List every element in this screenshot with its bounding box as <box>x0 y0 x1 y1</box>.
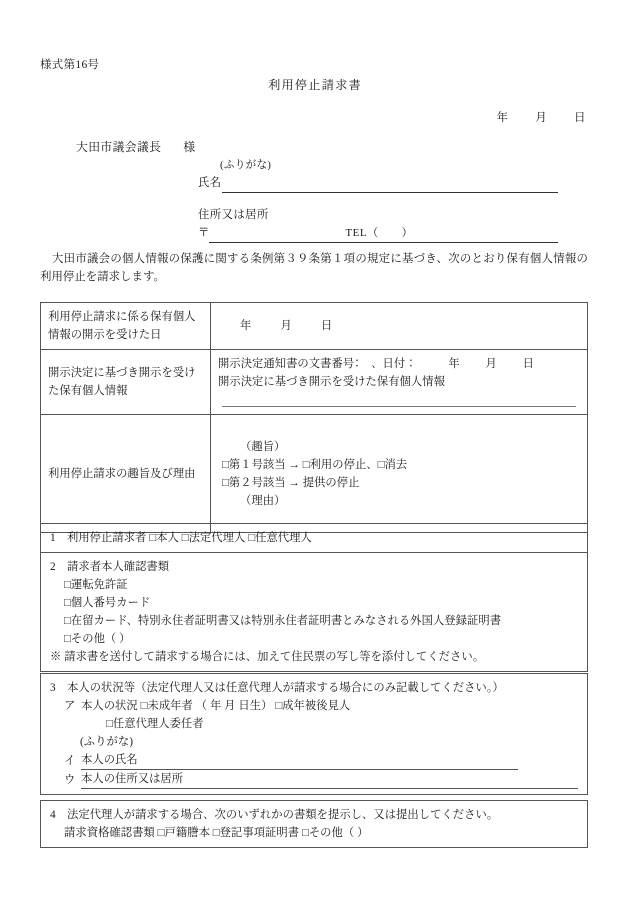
item-1-text[interactable]: 利用停止請求者 □本人 □法定代理人 □任意代理人 <box>67 532 312 544</box>
section-3-furigana-label: (ふりがな) <box>80 736 134 749</box>
section-4-title-line <box>50 806 578 824</box>
section-3-title: 本人の状況等（法定代理人又は任意代理人が請求する場合にのみ記載してください。） <box>67 682 504 694</box>
checkbox-other-document[interactable]: □その他（ ） <box>64 633 131 646</box>
item-1-cell[interactable] <box>41 524 588 553</box>
furigana-label: (ふりがな) <box>220 160 272 171</box>
disclosed-personal-info-line: 開示決定に基づき開示を受けた保有個人情報 <box>218 376 445 389</box>
item-a-label[interactable]: 本人の状況 □未成年者 （ 年 月 日生） □成年被後見人 <box>81 700 351 713</box>
section-3-title-line <box>50 679 578 697</box>
postal-input-rule[interactable] <box>209 229 339 243</box>
date-year-label: 年 <box>496 112 509 124</box>
item-b-marker: イ <box>64 755 76 768</box>
addressee-honorific: 様 <box>183 140 196 154</box>
checkbox-item-1[interactable]: □第１号該当 → □利用の停止、□消去 <box>222 458 408 471</box>
disclosed-info-input-rule[interactable] <box>222 405 576 407</box>
requester-verification-table <box>40 523 588 672</box>
principal-status-table <box>40 673 588 795</box>
body-paragraph: 大田市議会の個人情報の保護に関する条例第３９条第１項の規定に基づき、次のとおり保有個人情報の利用停止を請求します。 <box>40 253 588 284</box>
notice-month-label: 月 <box>485 358 497 371</box>
section-3-cell <box>41 674 588 795</box>
tel-label: TEL（ ） <box>339 225 415 243</box>
item-2-title: 請求者本人確認書類 <box>67 561 170 574</box>
notice-document-number-label: 開示決定通知書の文書番号： 、日付： <box>218 358 417 371</box>
disclosure-date-value[interactable] <box>211 303 588 350</box>
disclosure-date-label: 利用停止請求に係る保有個人情報の開示を受けた日 <box>41 303 211 350</box>
item-b-line[interactable] <box>50 751 578 770</box>
reason-heading: （理由） <box>240 494 286 507</box>
table-row <box>41 674 588 795</box>
purpose-heading: （趣旨） <box>240 440 286 453</box>
date-month-label: 月 <box>535 112 548 124</box>
section-4-checkbox-line[interactable]: 請求資格確認書類 □戸籍謄本 □登記事項証明書 □その他（ ） <box>64 827 369 840</box>
name-input-rule[interactable] <box>222 179 558 193</box>
date-day-label: 日 <box>574 112 586 124</box>
name-label: 氏名 <box>198 177 222 190</box>
table-row <box>41 524 588 553</box>
item-c-input-rule[interactable] <box>183 776 578 789</box>
table-row <box>41 801 588 848</box>
item-b-label: 本人の氏名 <box>81 751 138 770</box>
addressee-name: 大田市議会議長 <box>76 140 162 154</box>
postal-tel-row[interactable] <box>198 225 558 243</box>
checkbox-drivers-license[interactable]: □運転免許証 <box>64 579 128 592</box>
table-row <box>41 553 588 672</box>
addressee <box>76 138 196 156</box>
notice-day-label: 日 <box>522 358 534 371</box>
section-4-number: 4 <box>50 809 56 821</box>
table-row <box>41 303 588 350</box>
section-4-title: 法定代理人が請求する場合、次のいずれかの書類を提示し、又は提出してください。 <box>67 809 499 821</box>
purpose-reason-label: 利用停止請求の趣旨及び理由 <box>41 415 211 533</box>
submission-date-line <box>497 110 587 128</box>
item-2-note: ※ 請求書を送付して請求する場合には、加えて住民票の写し等を添付してください。 <box>50 651 485 664</box>
item-1-number: 1 <box>50 532 56 544</box>
tel-input-rule[interactable] <box>415 229 558 243</box>
item-a-marker: ア <box>64 700 76 713</box>
notice-document-number-line <box>218 355 580 373</box>
disclosure-day-label: 日 <box>320 320 333 333</box>
page-title: 利用停止請求書 <box>268 78 362 92</box>
address-label: 住所又は居所 <box>198 209 269 222</box>
disclosed-info-value[interactable] <box>211 350 588 415</box>
item-2-number: 2 <box>50 561 56 574</box>
main-information-table <box>40 302 588 533</box>
checkbox-residence-card[interactable]: □在留カード、特別永住者証明書又は特別永住者証明書とみなされる外国人登録証明書 <box>64 615 502 628</box>
form-number: 様式第16号 <box>40 59 100 71</box>
disclosure-month-label: 月 <box>280 320 293 333</box>
checkbox-item-2[interactable]: □第２号該当 → 提供の停止 <box>222 476 360 489</box>
item-c-marker: ウ <box>64 774 76 787</box>
disclosure-year-label: 年 <box>240 320 252 333</box>
table-row <box>41 415 588 533</box>
checkbox-voluntary-agent-delegator[interactable]: □任意代理人委任者 <box>106 718 204 731</box>
table-row <box>41 350 588 415</box>
postal-mark-icon: 〒 <box>198 227 210 240</box>
item-c-line[interactable] <box>50 770 578 789</box>
disclosed-info-label: 開示決定に基づき開示を受けた保有個人情報 <box>41 350 211 415</box>
legal-agent-documents-table <box>40 800 588 848</box>
applicant-block <box>198 158 558 243</box>
checkbox-individual-number-card[interactable]: □個人番号カード <box>64 597 151 610</box>
item-2-cell <box>41 553 588 672</box>
item-a-line[interactable] <box>50 697 578 715</box>
item-c-label: 本人の住所又は居所 <box>81 770 183 789</box>
section-4-cell <box>41 801 588 848</box>
item-b-input-rule[interactable] <box>138 757 518 770</box>
item-2-title-line <box>50 558 578 576</box>
name-field-row[interactable] <box>198 175 558 193</box>
purpose-reason-value[interactable] <box>211 415 588 533</box>
notice-year-label: 年 <box>448 358 460 371</box>
address-field-block <box>198 207 558 243</box>
section-3-number: 3 <box>50 682 56 694</box>
